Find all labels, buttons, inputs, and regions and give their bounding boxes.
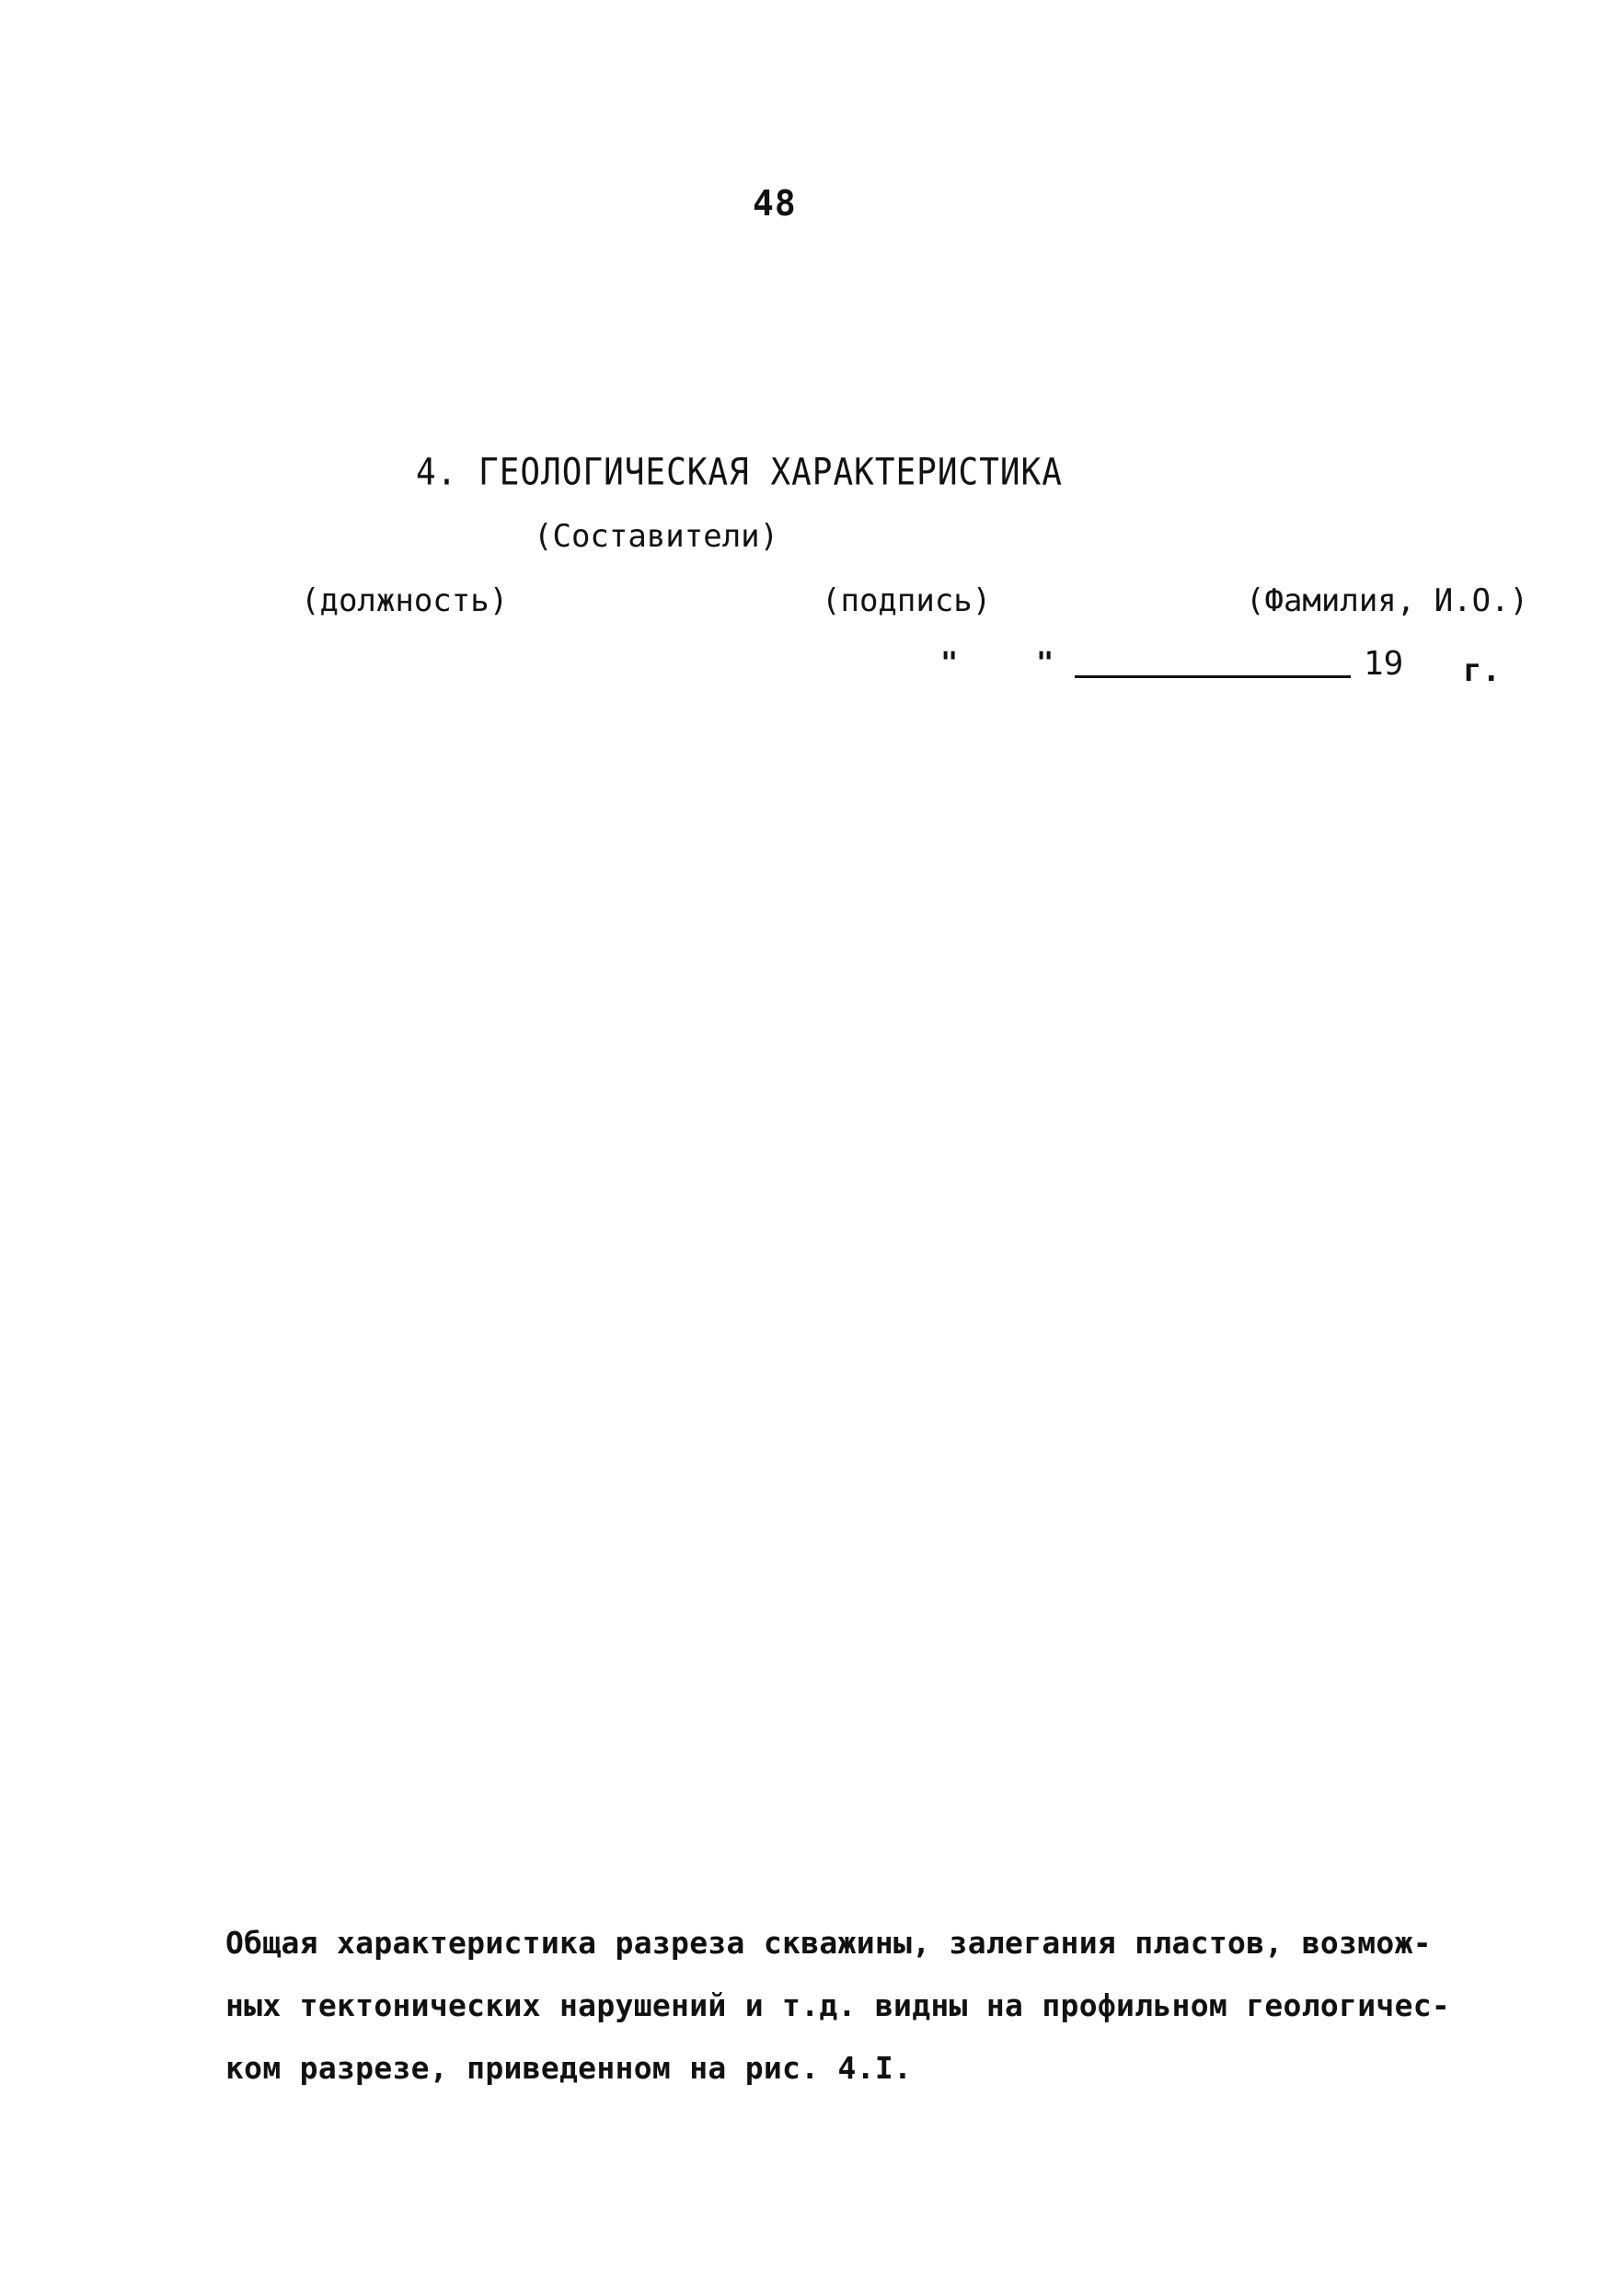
signature-label: (подпись) <box>822 582 992 619</box>
position-label: (должность) <box>301 582 509 619</box>
section-title: 4. ГЕОЛОГИЧЕСКАЯ ХАРАКТЕРИСТИКА <box>416 451 1063 494</box>
compilers-label: (Составители) <box>534 518 779 555</box>
body-line: ных тектонических нарушений и т.д. видны на профильном геологичес- <box>225 1987 1451 2023</box>
page-number: 48 <box>753 183 797 224</box>
year-suffix: г. <box>1463 652 1501 689</box>
year-prefix: 19 <box>1364 645 1404 683</box>
date-quote-close: " <box>1036 645 1054 680</box>
body-paragraph <box>225 1912 1514 2100</box>
name-label: (Фамилия, И.О.) <box>1246 582 1529 619</box>
body-line: ком разрезе, приведенном на рис. 4.I. <box>225 2050 913 2086</box>
date-quote-open: " <box>940 645 959 680</box>
date-month-blank-line <box>1075 675 1351 678</box>
body-line: Общая характеристика разреза скважины, залегания пластов, возмож- <box>225 1925 1432 1961</box>
